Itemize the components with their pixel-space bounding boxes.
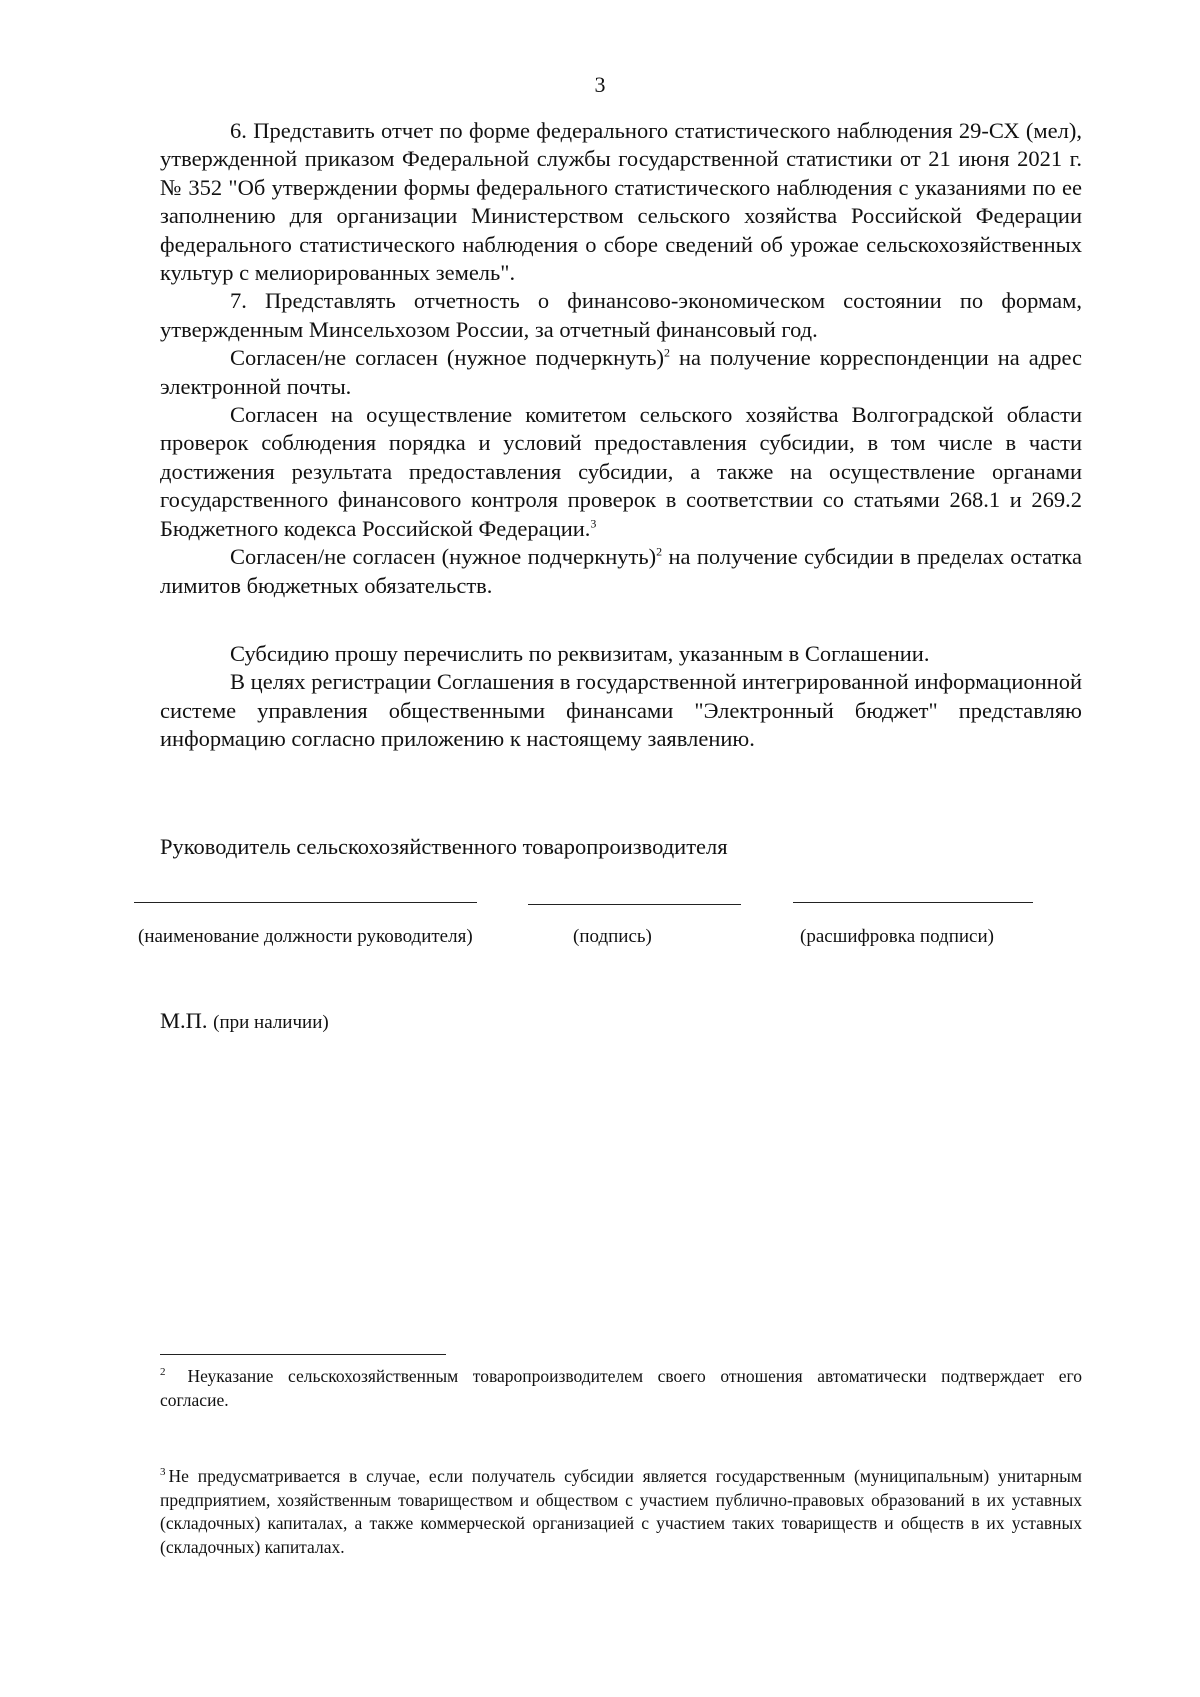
footnote-2-text: Неуказание сельскохозяйственным товаропроизводителем своего отношения автоматически подтверждает его согласие.	[160, 1366, 1082, 1410]
stamp-note: (при наличии)	[213, 1012, 329, 1033]
paragraph-item-7: 7. Представлять отчетность о финансово-экономическом состоянии по формам, утвержденным Минсельхозом России, за отчетный финансовый год.	[160, 288, 1082, 342]
document-body	[160, 117, 1082, 754]
decoding-signature-line	[793, 902, 1033, 903]
page-number: 3	[594, 72, 606, 97]
footnote-ref-2-second: 2	[656, 544, 663, 559]
paragraph-registration: В целях регистрации Соглашения в государственной интегрированной информационной системе управления общественными финансами "Электронный бюджет" представляю информацию согласно приложению к настоящему заявлению.	[160, 669, 1082, 752]
email-consent-text: на получение корреспонденции на адрес электронной почты.	[160, 345, 1082, 399]
paragraph-inspection-consent	[160, 401, 1082, 543]
head-of-producer-label: Руководитель сельскохозяйственного товаропроизводителя	[160, 834, 728, 859]
stamp-label: М.П.	[160, 1008, 208, 1033]
position-signature-line	[134, 902, 477, 903]
signature-line	[528, 904, 741, 905]
paragraph-subsidy-consent	[160, 543, 1082, 600]
footnote-3	[160, 1465, 1082, 1559]
stamp-place	[160, 1008, 329, 1034]
footnote-2	[160, 1365, 1082, 1412]
paragraph-transfer-request: Субсидию прошу перечислить по реквизитам, указанным в Соглашении.	[230, 640, 930, 666]
signature-caption: (подпись)	[573, 926, 652, 947]
subsidy-limit-text: на получение субсидии в пределах остатка лимитов бюджетных обязательств.	[160, 544, 1083, 598]
inspection-consent-text: Согласен на осуществление комитетом сельского хозяйства Волгоградской области проверок соблюдения порядка и условий предоставления субсидии, в том числе в части достижения результата предоставления субсидии, а также на осуществление органами государственного финансового контроля проверок в соответствии со статьями 268.1 и 269.2 Бюджетного кодекса Российской Федерации.	[160, 402, 1082, 541]
paragraph-email-consent	[160, 344, 1082, 401]
position-caption: (наименование должности руководителя)	[138, 926, 473, 947]
footnote-ref-2: 2	[663, 345, 670, 360]
footnote-mark-2: 2	[160, 1366, 166, 1379]
footnote-mark-3: 3	[160, 1466, 166, 1479]
consent-choice-text-2: Согласен/не согласен (нужное подчеркнуть)	[230, 544, 657, 570]
paragraph-item-6: 6. Представить отчет по форме федерального статистического наблюдения 29-СХ (мел), утвержденной приказом Федеральной службы государственной статистики от 21 июня 2021 г. № 352 "Об утверждении формы федерального статистического наблюдения с указаниями по ее заполнению для организации Министерством сельского хозяйства Российской Федерации федерального статистического наблюдения о сборе сведений об урожае сельскохозяйственных культур с мелиорированных земель".	[160, 118, 1082, 286]
decoding-caption: (расшифровка подписи)	[800, 926, 994, 947]
footnote-separator	[160, 1354, 446, 1355]
consent-choice-text: Согласен/не согласен (нужное подчеркнуть)	[230, 345, 664, 371]
footnote-ref-3: 3	[590, 516, 597, 531]
footnote-3-text: Не предусматривается в случае, если получатель субсидии является государственным (муниципальным) унитарным предприятием, хозяйственным товариществом и обществом с участием публично-правовых образований в их уставных (складочных) капиталах, а также коммерческой организацией с участием таких товариществ и обществ в их уставных (складочных) капиталах.	[160, 1466, 1082, 1557]
